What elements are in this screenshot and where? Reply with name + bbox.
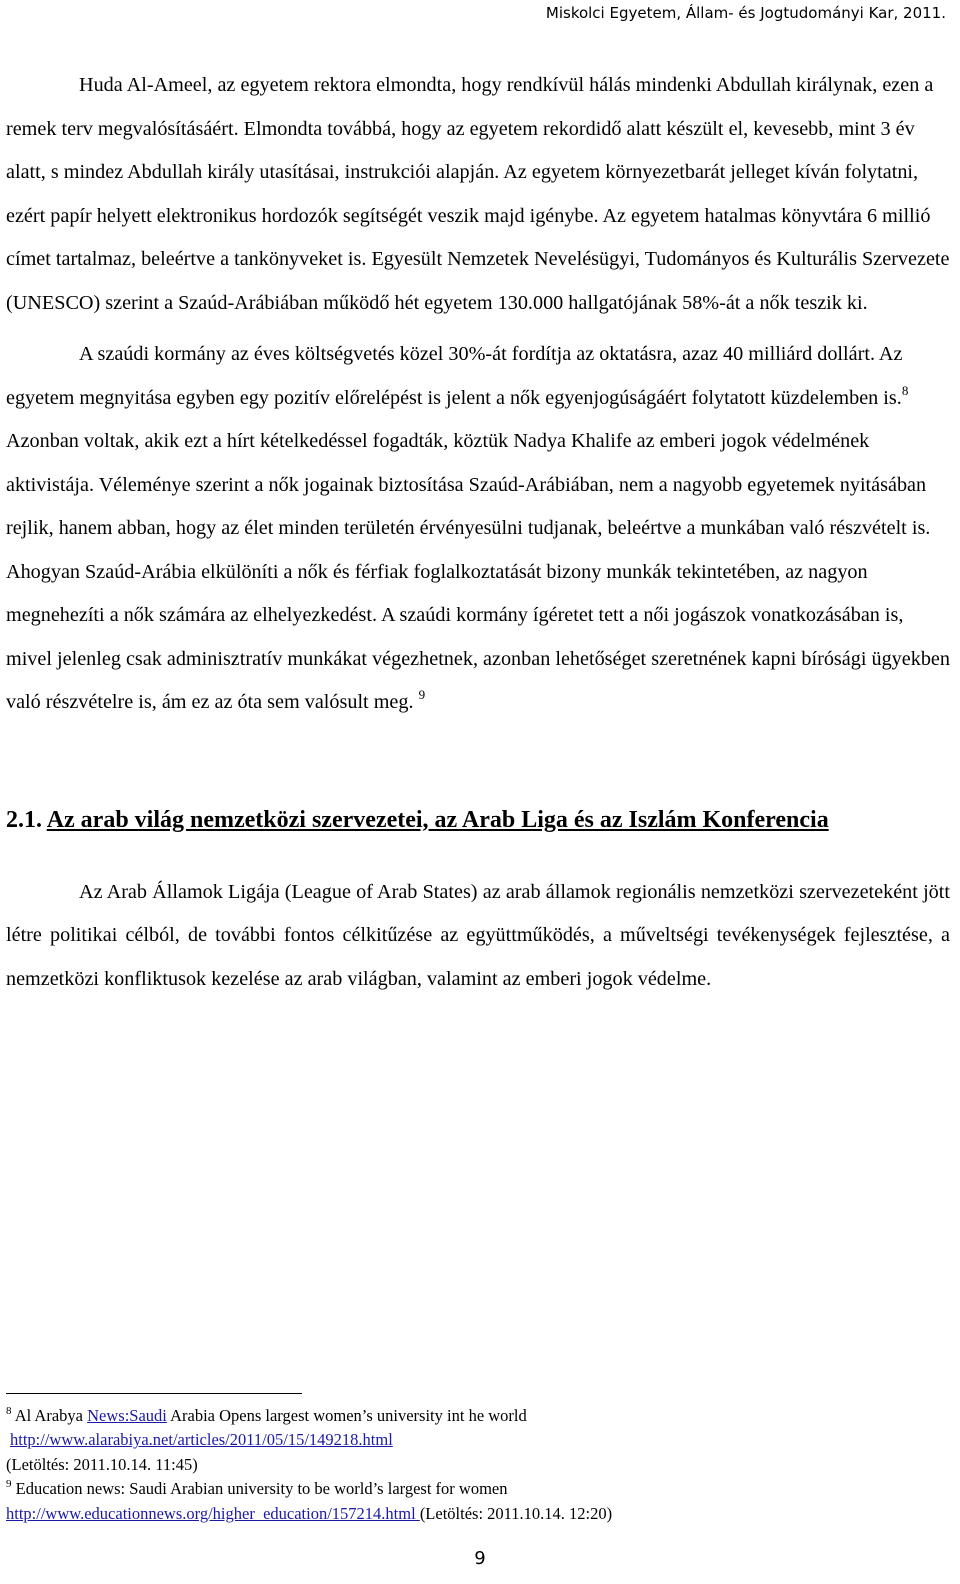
footnote-divider [6, 1393, 302, 1394]
footnotes [6, 1404, 950, 1526]
paragraph-2-part-a: A szaúdi kormány az éves költségvetés közel 30%-át fordítja az oktatásra, azaz 40 milliárd dollárt. Az egyetem megnyitása egyben egy pozitív előrelépést is jelent a nők egyenjogúságáért folytatott küzdelemben is. [6, 343, 903, 409]
footnote-8-accessed: (Letöltés: 2011.10.14. 11:45) [6, 1454, 198, 1474]
footnote-8-pre: Al Arabya [14, 1406, 88, 1425]
page-number: 9 [474, 1548, 486, 1569]
paragraph-2-part-b: Azonban voltak, akik ezt a hírt kételkedéssel fogadták, köztük Nadya Khalife az emberi jogok védelmének aktivistája. Véleménye szerint a nők jogainak biztosítása Szaúd-Arábiában, nem a nagyobb egyetemek nyitásában rejlik, hanem abban, hogy az élet minden területén érvényesülni tudjanak, beleértve a munkában való részvételt is. Ahogyan Szaúd-Arábia elkülöníti a nők és férfiak foglalkoztatását bizony munkák tekintetében, az nagyon megnehezíti a nők számára az elhelyezkedést. A szaúdi kormány ígéretet tett a női jogászok vonatkozásában is, mivel jelenleg csak adminisztratív munkákat végezhetnek, azonban lehetőséget szeretnének kapni bírósági ügyekben való részvételre is, ám ez az óta sem valósult meg. [6, 430, 950, 713]
footnote-9 [6, 1477, 950, 1501]
footnote-8-post: Arabia Opens largest women’s university int he world [166, 1406, 527, 1425]
section-number: 2.1. [6, 806, 42, 833]
footnote-8-news-link[interactable]: News:Saudi [87, 1406, 167, 1425]
running-header: Miskolci Egyetem, Állam- és Jogtudományi Kar, 2011. [545, 4, 946, 22]
footnote-8-url-line [6, 1428, 950, 1452]
footnote-9-number: 9 [6, 1478, 12, 1491]
footnote-8-number: 8 [6, 1405, 12, 1417]
paragraph-3: Az Arab Államok Ligája (League of Arab States) az arab államok regionális nemzetközi szervezeteként jött létre politikai célból, de további fontos célkitűzése az együttműködés, a műveltségi tevékenységek fejlesztése, a nemzetközi konfliktusok kezelése az arab világban, valamint az emberi jogok védelme. [6, 880, 950, 990]
footnote-ref-9[interactable]: 9 [418, 687, 426, 702]
footnote-ref-8[interactable]: 8 [901, 382, 909, 398]
section-title: Az arab világ nemzetközi szervezetei, az Arab Liga és az Iszlám Konferencia [46, 806, 829, 833]
footnote-9-accessed: (Letöltés: 2011.10.14. 12:20) [419, 1503, 613, 1523]
paragraph-1: Huda Al-Ameel, az egyetem rektora elmondta, hogy rendkívül hálás mindenki Abdullah királynak, ezen a remek terv megvalósításáért. Elmondta továbbá, hogy az egyetem rekordidő alatt készült el, kevesebb, mint 3 év alatt, s mindez Abdullah király utasításai, instrukciói alapján. Az egyetem környezetbarát jelleget kíván folytatni, ezért papír helyett elektronikus hordozók segítségét veszik majd igénybe. Az egyetem hatalmas könyvtára 6 millió címet tartalmaz, beleértve a tankönyveket is. Egyesült Nemzetek Nevelésügyi, Tudományos és Kulturális Szervezete (UNESCO) szerint a Szaúd-Arábiában működő hét egyetem 130.000 hallgatójának 58%-át a nők teszik ki. [6, 74, 950, 314]
paragraph-2 [6, 333, 950, 725]
section-heading [6, 795, 950, 845]
footnote-9-url-line [6, 1502, 950, 1526]
footnote-9-url[interactable]: http://www.educationnews.org/higher_education/157214.html [6, 1503, 420, 1523]
footnote-8 [6, 1404, 950, 1428]
footnote-8-url[interactable]: http://www.alarabiya.net/articles/2011/05/15/149218.html [10, 1430, 393, 1450]
body-text [6, 64, 950, 1001]
footnote-9-text: Education news: Saudi Arabian university to be world’s largest for women [15, 1479, 508, 1499]
